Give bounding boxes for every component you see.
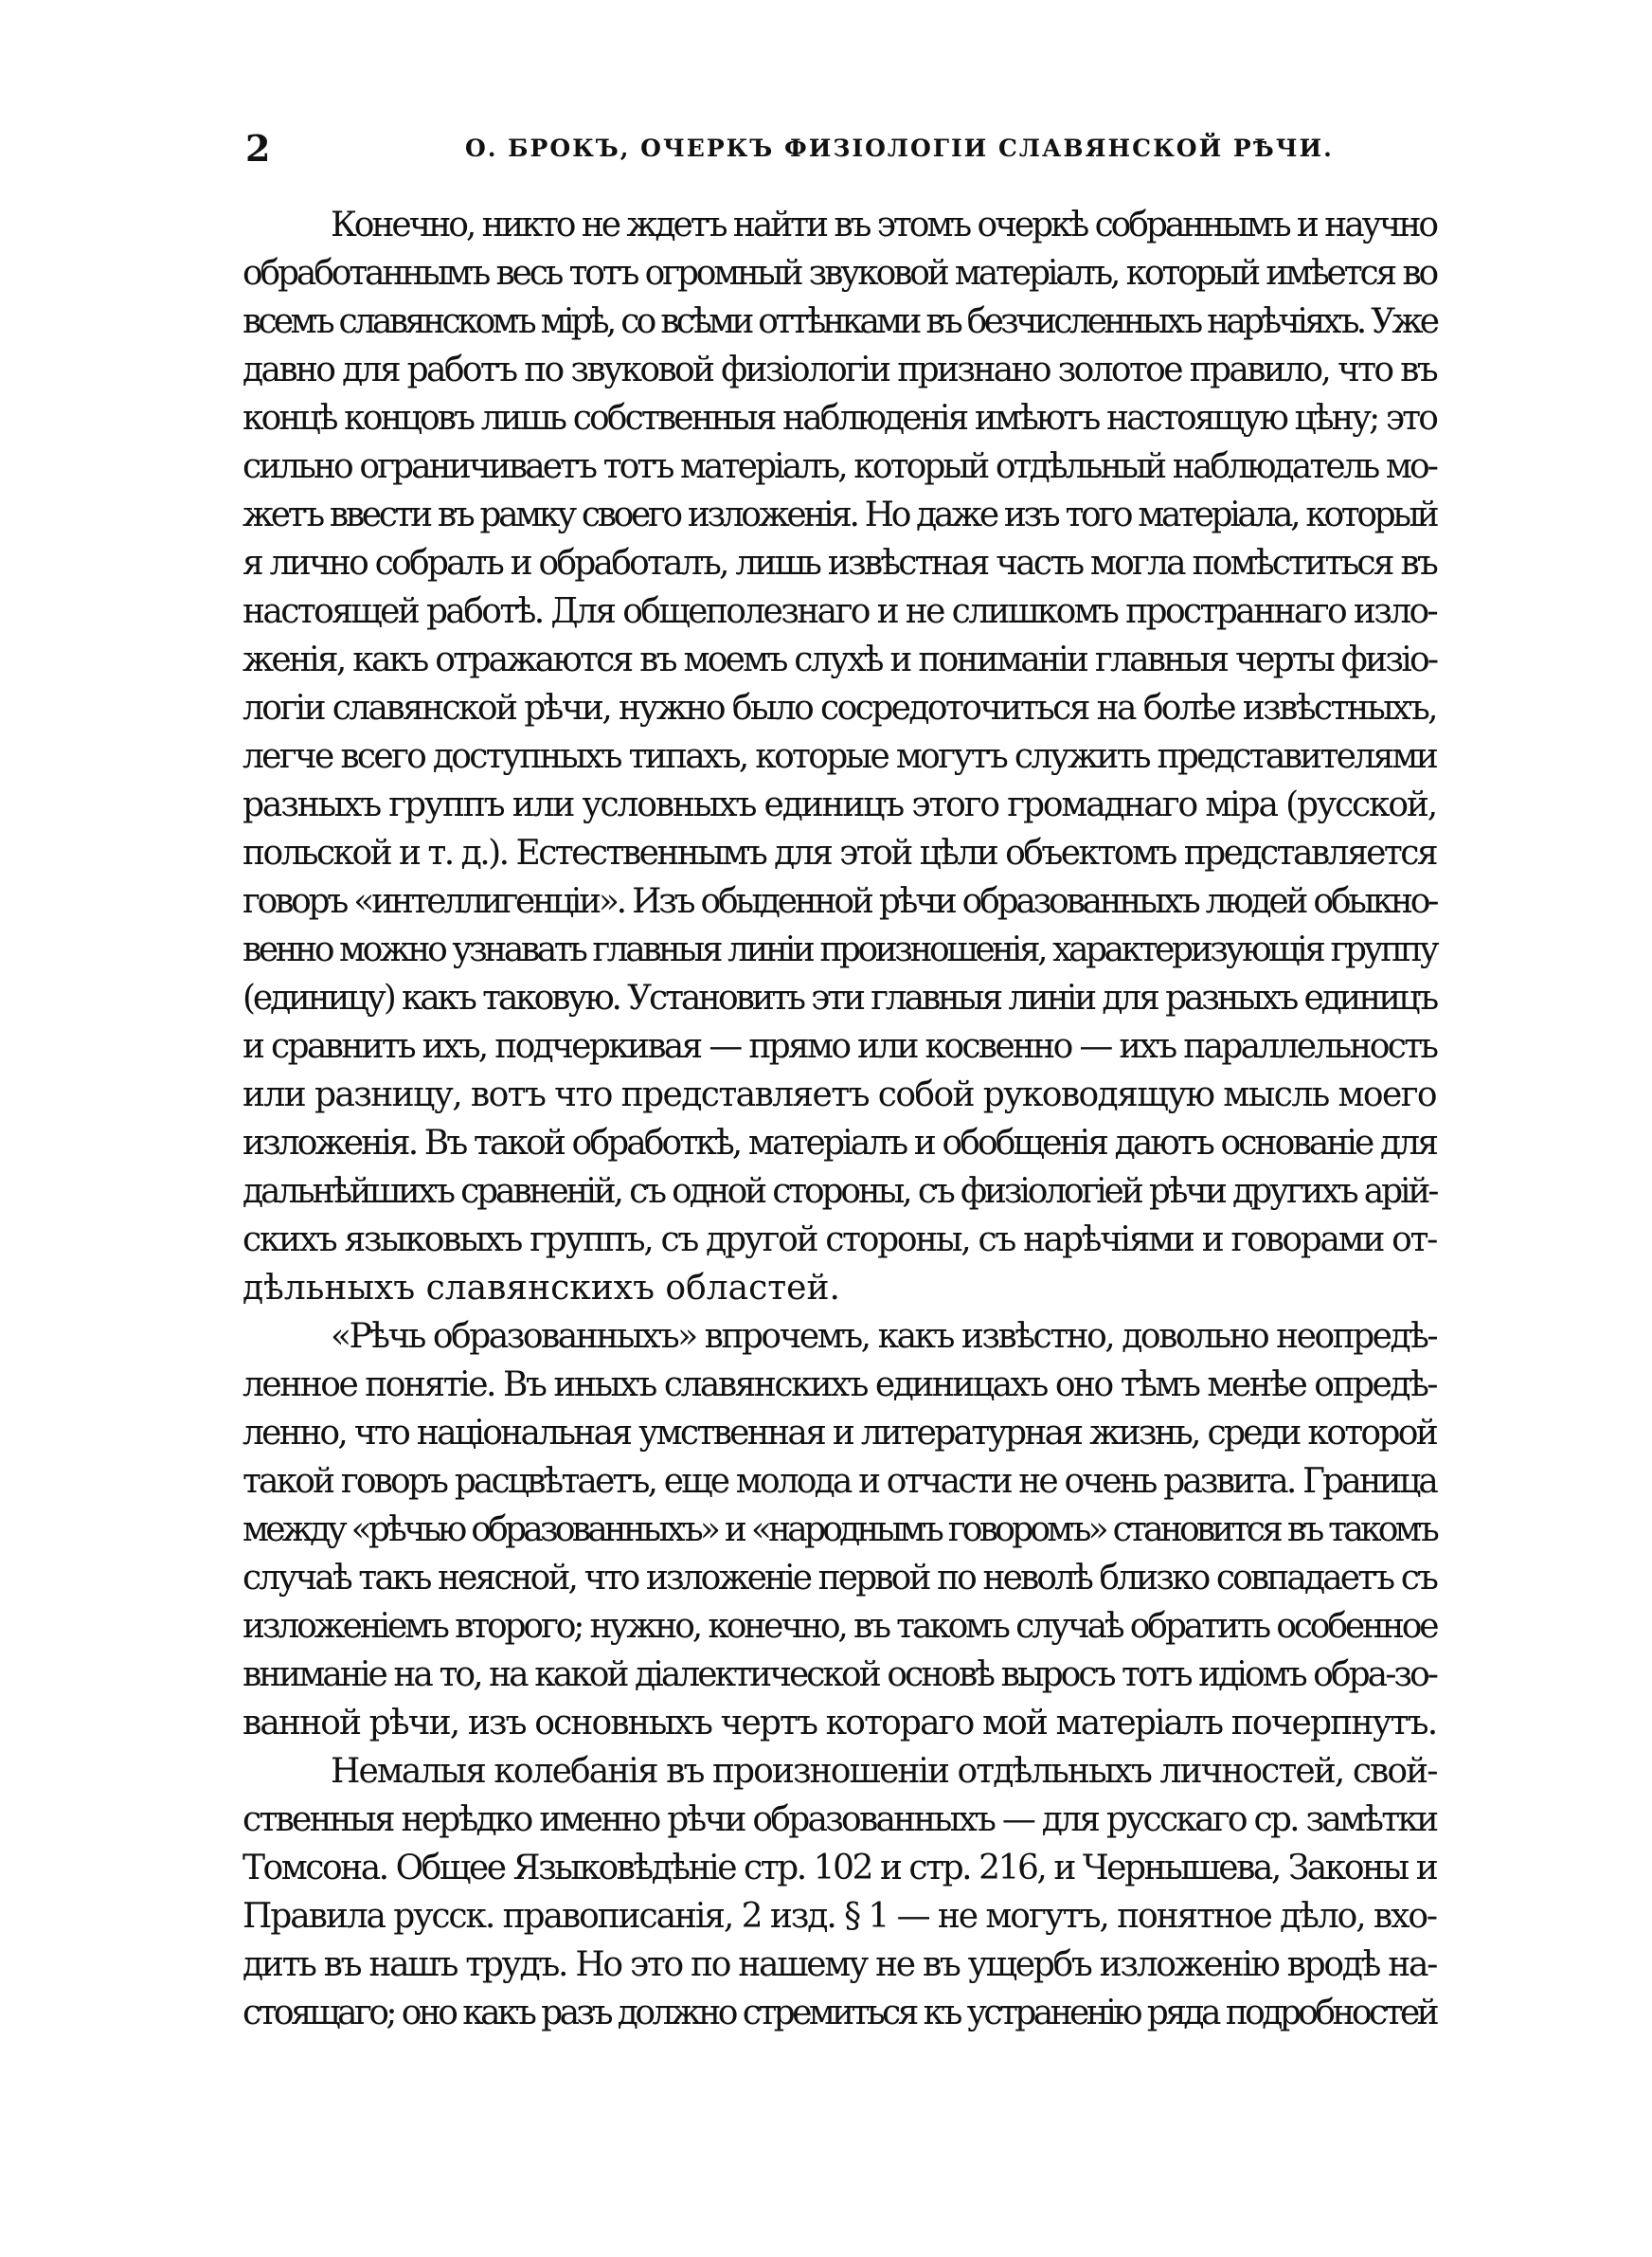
page-header xyxy=(245,121,1420,178)
text-line: давно для работъ по звуковой физіологіи признано золотое правило, что въ xyxy=(242,351,1437,389)
text-line: между «рѣчью образованныхъ» и «народнымъ говоромъ» становится въ такомъ xyxy=(242,1510,1436,1549)
text-line: изложенія. Въ такой обработкѣ, матеріалъ и обобщенія даютъ основаніе для xyxy=(242,1124,1436,1163)
text-line: стоящаго; оно какъ разъ должно стремиться къ устраненію ряда подробностей xyxy=(242,1994,1437,2032)
text-line: Конечно, никто не ждетъ найти въ этомъ очеркѣ собраннымъ и научно xyxy=(331,206,1436,244)
text-line: ленное понятіе. Въ иныхъ славянскихъ единицахъ оно тѣмъ менѣе опредѣ- xyxy=(242,1365,1436,1404)
text-line: или разницу, вотъ что представляетъ собой руководящую мысль моего xyxy=(242,1075,1436,1114)
text-line: ственныя нерѣдко именно рѣчи образованныхъ — для русскаго ср. замѣтки xyxy=(242,1800,1437,1839)
text-line: жетъ ввести въ рамку своего изложенія. Но даже изъ того матеріала, который xyxy=(242,496,1437,534)
paragraph-1 xyxy=(242,201,1436,1312)
text-line: (единицу) какъ таковую. Установить эти главныя линіи для разныхъ единицъ xyxy=(242,979,1436,1018)
text-line: польской и т. д.). Естественнымъ для этой цѣли объектомъ представляется xyxy=(242,834,1436,873)
text-line: сильно ограничиваетъ тотъ матеріалъ, который отдѣльный наблюдатель мо- xyxy=(242,447,1436,486)
page-number: 2 xyxy=(245,127,271,170)
text-line: изложеніемъ второго; нужно, конечно, въ такомъ случаѣ обратить особенное xyxy=(242,1607,1437,1646)
text-line: всемъ славянскомъ мірѣ, со всѣми оттѣнками въ безчисленныхъ нарѣчіяхъ. Уже xyxy=(242,302,1437,341)
text-line: дальнѣйшихъ сравненій, съ одной стороны, съ физіологіей рѣчи другихъ арій- xyxy=(242,1172,1437,1211)
text-line: женія, какъ отражаются въ моемъ слухѣ и пониманіи главныя черты физіо- xyxy=(242,641,1437,679)
text-line: настоящей работѣ. Для общеполезнаго и не слишкомъ пространнаго изло- xyxy=(242,592,1437,631)
text-line: концѣ концовъ лишь собственныя наблюденія имѣютъ настоящую цѣну; это xyxy=(242,399,1436,438)
text-line: ванной рѣчи, изъ основныхъ чертъ котораго мой матеріалъ почерпнутъ. xyxy=(242,1704,1437,1742)
text-line: Немалыя колебанія въ произношеніи отдѣльныхъ личностей, свой- xyxy=(331,1752,1437,1791)
text-line: логіи славянской рѣчи, нужно было сосредоточиться на болѣе извѣстныхъ, xyxy=(242,689,1436,728)
body-text xyxy=(242,201,1436,2037)
paragraph-2 xyxy=(242,1312,1436,1747)
text-line: случаѣ такъ неясной, что изложеніе первой по неволѣ близко совпадаетъ съ xyxy=(242,1559,1436,1598)
text-line: венно можно узнавать главныя линіи произношенія, характеризующія группу xyxy=(242,930,1437,969)
text-line: легче всего доступныхъ типахъ, которые могутъ служить представителями xyxy=(242,737,1436,776)
text-line: обработаннымъ весь тотъ огромный звуковой матеріалъ, который имѣется во xyxy=(242,254,1436,293)
paragraph-3 xyxy=(242,1747,1436,2037)
text-line: «Рѣчь образованныхъ» впрочемъ, какъ извѣстно, довольно неопредѣ- xyxy=(331,1317,1436,1356)
text-line: и сравнить ихъ, подчеркивая — прямо или косвенно — ихъ параллельность xyxy=(242,1027,1437,1066)
text-line: разныхъ группъ или условныхъ единицъ этого громаднаго міра (русской, xyxy=(242,785,1436,824)
text-line: Правила русск. правописанія, 2 изд. § 1 — не могутъ, понятное дѣло, вхо- xyxy=(242,1897,1436,1936)
text-line: дить въ нашъ трудъ. Но это по нашему не въ ущербъ изложенію вродѣ на- xyxy=(242,1945,1436,1984)
text-line: скихъ языковыхъ группъ, съ другой стороны, съ нарѣчіями и говорами от- xyxy=(242,1220,1436,1259)
text-line: ленно, что національная умственная и литературная жизнь, среди которой xyxy=(242,1414,1436,1453)
text-line: я лично собралъ и обработалъ, лишь извѣстная часть могла помѣститься въ xyxy=(242,544,1436,583)
text-line: Томсона. Общее Языковѣдѣніе стр. 102 и стр. 216, и Чернышева, Законы и xyxy=(242,1849,1437,1887)
text-line: такой говоръ расцвѣтаетъ, еще молода и отчасти не очень развита. Граница xyxy=(242,1462,1436,1501)
running-title: О. БРОКЪ, ОЧЕРКЪ ФИЗІОЛОГІИ СЛАВЯНСКОЙ РѢЧИ. xyxy=(465,135,1334,162)
text-line: дѣльныхъ славянскихъ областей. xyxy=(242,1269,840,1308)
text-line: вниманіе на то, на какой діалектической основѣ выросъ тотъ идіомъ обра-зо- xyxy=(242,1655,1436,1694)
text-line: говоръ «интеллигенціи». Изъ обыденной рѣчи образованныхъ людей обыкно- xyxy=(242,882,1437,921)
